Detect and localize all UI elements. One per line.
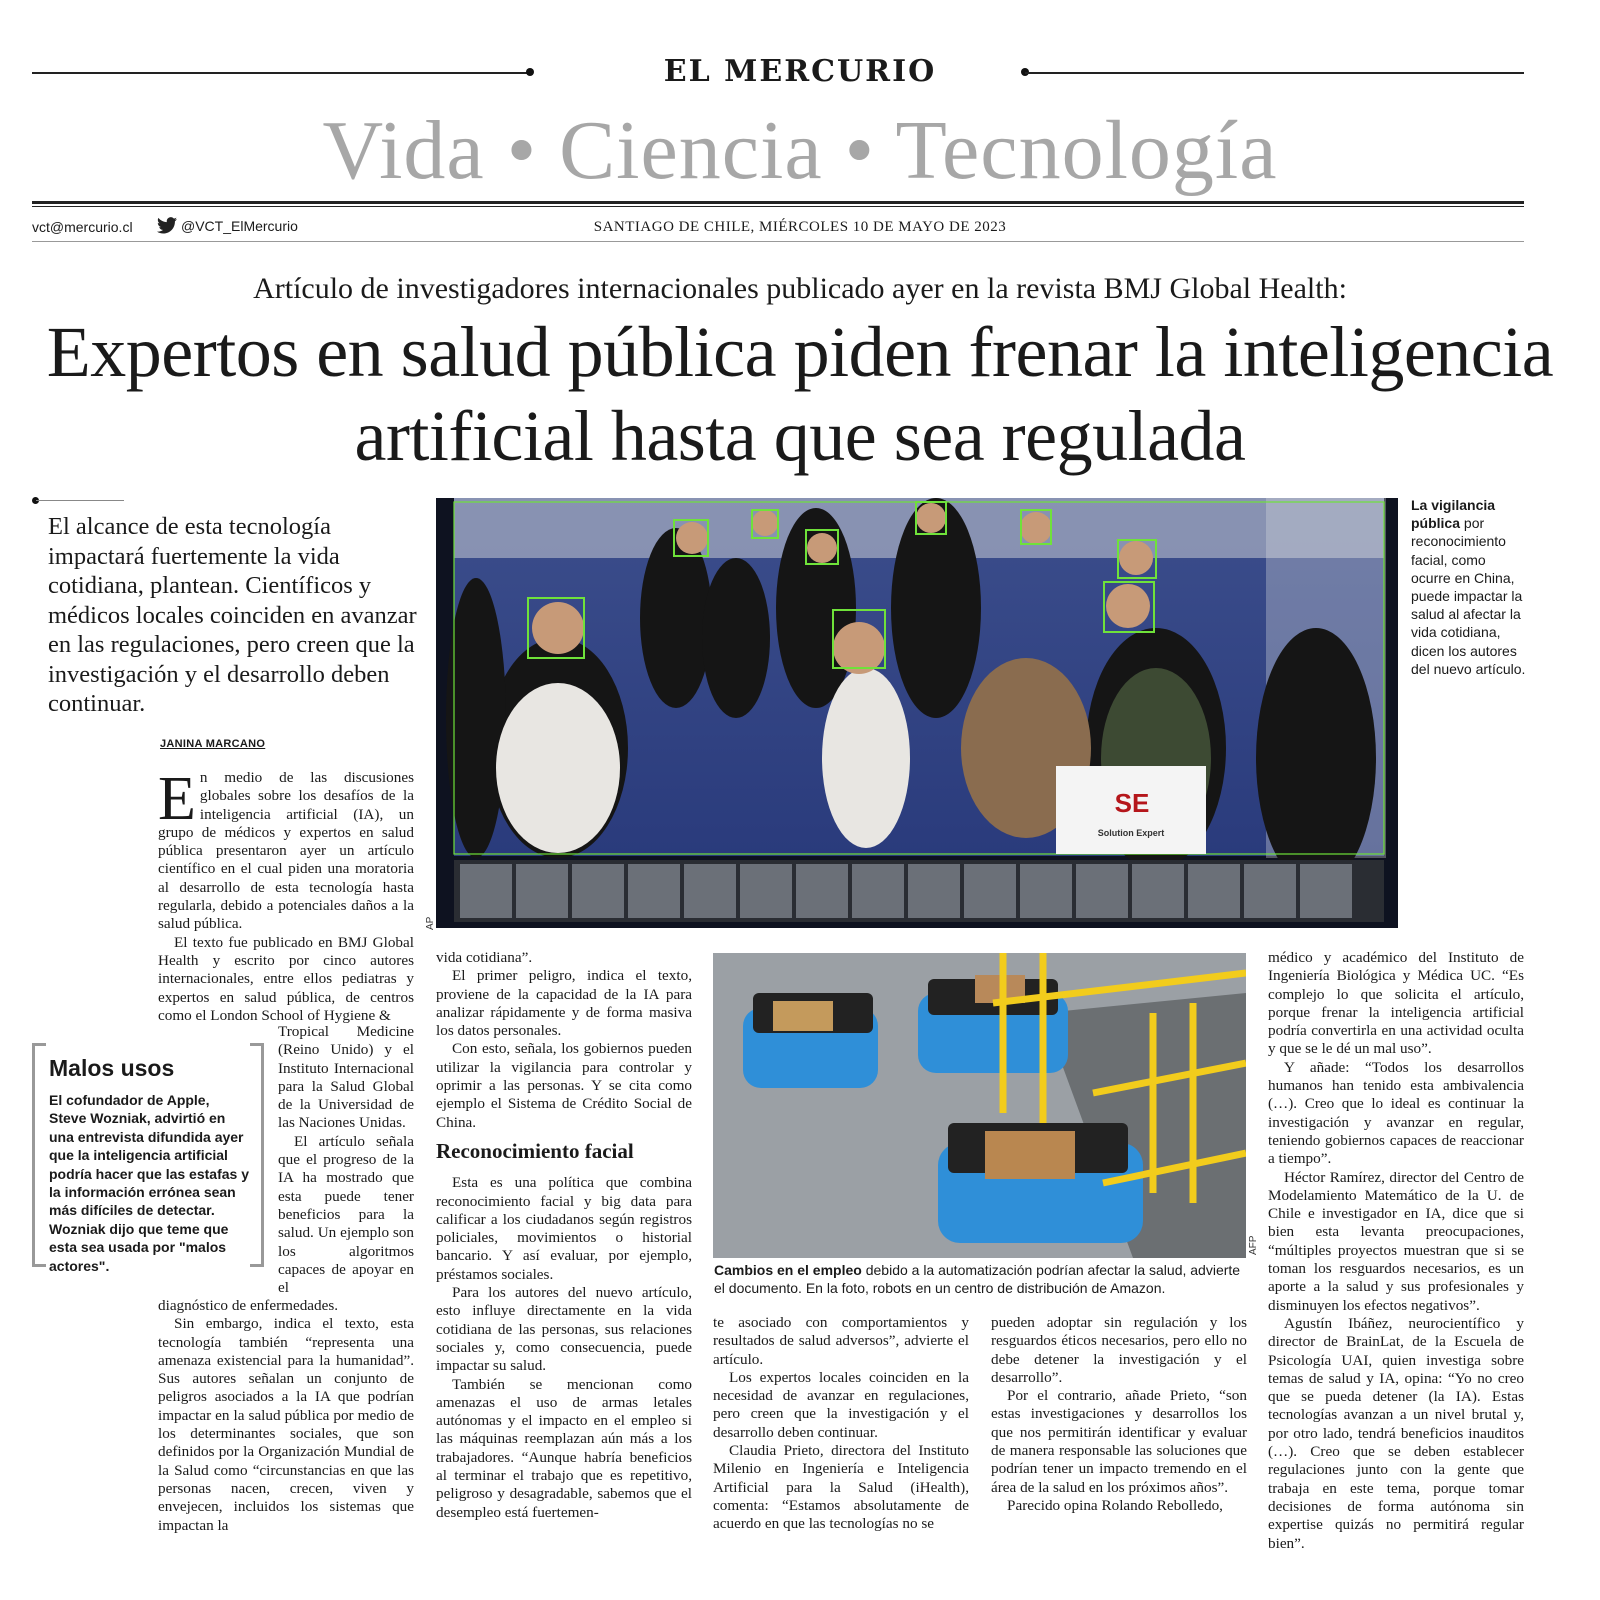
section-title: Vida • Ciencia • Tecnología [322, 104, 1278, 197]
masthead-dot-left [526, 68, 534, 76]
twitter-link[interactable] [157, 217, 298, 234]
paragraph: Parecido opina Rolando Rebolledo, [1007, 1496, 1223, 1514]
photo1-caption [1411, 496, 1526, 678]
paragraph: Sin embargo, indica el texto, esta tecnología también “representa una amenaza existencial para la humanidad”. Sus autores señalan un conjunto de peligros asociados a la IA que podrían impactar en la salud pública por medio de los determinantes sociales, que son definidos por la Organización Mundial de la Salud como “circunstancias en que las personas nacen, crecen, viven y envejecen, incluidos los sistemas que impactan la [158, 1315, 414, 1534]
paragraph: El texto fue publicado en BMJ Global Health y escrito por cinco autores internacionales, entre ellos pediatras y expertos en salud pública, de centros como el London School of Hygiene & [158, 933, 414, 1024]
paragraph: Los expertos locales coinciden en la necesidad de avanzar en regulaciones, pero creen que la investigación y el desarrollo deben continuar. [713, 1368, 969, 1441]
paragraph: vida cotidiana”. [436, 949, 533, 966]
paragraph: El primer peligro, indica el texto, proviene de la capacidad de la IA para analizar rápidamente y de forma masiva los datos personales. [436, 967, 692, 1040]
paragraph: También se mencionan como amenazas el uso de armas letales autónomas y el impacto en el empleo si las máquinas reemplazan aún más a los trabajadores. “Aunque habría beneficios al terminar el trabajo que es repetitivo, peligroso y desagradable, sabemos que el desempleo está fuertemen- [436, 1375, 692, 1521]
paragraph: Esta es una política que combina reconocimiento facial y big data para calificar a los ciudadanos según registros policiales, movimientos o historial bancario. Y así evaluar, por ejemplo, préstamos sociales. [436, 1174, 692, 1283]
paragraph: n medio de las discusiones globales sobre los desafíos de la inteligencia artificial (IA), un grupo de médicos y expertos en salud pública presentaron ayer un artículo científico en el cual piden una moratoria al desarrollo de esta tecnología hasta regularla, debido a potenciales daños a la salud pública. [158, 769, 414, 933]
paragraph: Tropical Medicine (Reino Unido) y el Instituto Internacional para la Salud Global de la Universidad de las Naciones Unidas. [278, 1023, 414, 1132]
newspaper-name: EL MERCURIO [663, 54, 937, 89]
surveillance-photo [436, 498, 1398, 928]
sign-text: Solution Expert [1097, 828, 1165, 838]
body-column-2 [436, 949, 692, 1522]
masthead-rule-left [32, 72, 530, 74]
section-rule-top-thin [32, 206, 1524, 207]
article-headline: Expertos en salud pública piden frenar la inteligencia artificial hasta que sea regulada [46, 312, 1554, 476]
paragraph: El artículo señala que el progreso de la IA ha mostrado que esta puede tener beneficios para la salud. Un ejemplo son los algoritmos capaces de apoyar en el [278, 1132, 414, 1297]
paragraph: diagnóstico de enfermedades. [158, 1297, 339, 1314]
caption-bold: Cambios en el empleo [714, 1262, 862, 1278]
paragraph: te asociado con comportamientos y resultados de salud adversos”, advierte el artículo. [713, 1314, 969, 1368]
photo1-credit: AP [425, 916, 436, 930]
paragraph: Para los autores del nuevo artículo, esto influye directamente en la vida cotidiana de las personas, sus relaciones sociales y, como consecuencia, puede impactar su salud. [436, 1284, 692, 1375]
sidebar-text: El cofundador de Apple, Steve Wozniak, advirtió en una entrevista difundida ayer que la inteligencia artificial podría hacer que las estafas y la información errónea sean más difíciles de detectar. Wozniak dijo que teme que esta sea usada por "malos actores". [49, 1092, 249, 1274]
paragraph: Claudia Prieto, directora del Instituto Milenio en Ingeniería e Inteligencia Artificial para la Salud (iHealth), comenta: “Estamos absolutamente de acuerdo en que las tecnologías no se [713, 1442, 969, 1533]
section-rule-top [32, 201, 1524, 204]
email-link[interactable]: vct@mercurio.cl [32, 219, 133, 235]
article-kicker: Artículo de investigadores internacionales publicado ayer en la revista BMJ Global Health: [253, 272, 1347, 305]
paragraph: médico y académico del Instituto de Ingeniería Biológica y Médica UC. “Es complejo lo que solicita el artículo, porque frenar la inteligencia artificial podría convertirla en una actividad oculta y que se le dé un mal uso”. [1268, 949, 1524, 1058]
masthead-rule-right [1025, 72, 1524, 74]
dateline-rule [32, 241, 1524, 242]
robots-photo [713, 953, 1246, 1258]
sign-logo: SE [1114, 788, 1150, 818]
paragraph: Por el contrario, añade Prieto, “son estas investigaciones y desarrollos los que nos permitirán identificar y evaluar de manera responsable las soluciones que podrían tener un impacto tremendo en el área de la salud en los próximos años”. [991, 1387, 1247, 1496]
body-column-1a [158, 765, 414, 1025]
photo2-caption [714, 1261, 1254, 1297]
photo2-credit: AFP [1248, 1235, 1259, 1255]
body-column-5 [1268, 949, 1524, 1553]
twitter-handle: @VCT_ElMercurio [181, 217, 298, 234]
body-column-4 [991, 1314, 1247, 1515]
twitter-icon [157, 217, 177, 234]
byline: JANINA MARCANO [160, 738, 266, 750]
subhead: Reconocimiento facial [436, 1138, 634, 1163]
dropcap: E [158, 765, 196, 833]
caption-text: por reconocimiento facial, como ocurre en China, puede impactar la salud al afectar la vida cotidiana, dicen los autores del nuevo artículo. [1411, 515, 1526, 677]
body-column-1b [278, 1023, 414, 1297]
dateline: SANTIAGO DE CHILE, MIÉRCOLES 10 DE MAYO DE 2023 [593, 219, 1007, 235]
body-column-1c [158, 1297, 414, 1535]
paragraph: Con esto, señala, los gobiernos pueden utilizar la vigilancia para controlar y oprimir a las personas. Y se cita como ejemplo el Sistema de Crédito Social de China. [436, 1040, 692, 1131]
paragraph: Y añade: “Todos los desarrollos humanos han tenido esta ambivalencia (…). Creo que lo ideal es continuar la investigación y avanzar en regular, teniendo gobiernos capaces de reaccionar a tiempo”. [1268, 1058, 1524, 1168]
paragraph: Héctor Ramírez, director del Centro de Modelamiento Matemático de la U. de Chile e investigador en IA, dice que si bien esta levanta preocupaciones, “múltiples proyectos muestran que si se toman los resguardos necesarios, es un aporte a la salud y sus profesionales y disminuyen los efectos negativos”. [1268, 1168, 1524, 1314]
paragraph: Agustín Ibáñez, neurocientífico y director de BrainLat, de la Escuela de Psicología UAI, quien investiga sobre temas de salud y IA, opina: “Yo no creo que se pueda detener (la IA). Estas tecnologías avanzan a un nivel brutal y, por otro lado, tendrá beneficios inauditos (…). Creo que se deben establecer regulaciones junto con la gente que trabaja en este tema, porque tomar decisiones de forma autónoma sin expertise quizás no permitirá regular bien”. [1268, 1314, 1524, 1552]
sidebar-title: Malos usos [49, 1055, 175, 1081]
caption-text: debido a la automatización podrían afectar la salud, advierte el documento. En la foto, robots en un centro de distribución de Amazon. [714, 1262, 1241, 1296]
deck-rule [36, 500, 124, 501]
caption-bold: La vigilancia pública [1411, 497, 1496, 532]
box-bracket-left [32, 1043, 46, 1267]
box-bracket-right [250, 1043, 264, 1267]
article-deck: El alcance de esta tecnología impactará fuertemente la vida cotidiana, plantean. Científicos y médicos locales coinciden en avanzar en las regulaciones, pero creen que la investigación y el desarrollo deben continuar. [48, 513, 417, 717]
paragraph: pueden adoptar sin regulación y los resguardos éticos necesarios, pero ello no debe detener la investigación y el desarrollo”. [991, 1314, 1247, 1386]
body-column-3 [713, 1314, 969, 1534]
sidebar-box [32, 1043, 264, 1274]
